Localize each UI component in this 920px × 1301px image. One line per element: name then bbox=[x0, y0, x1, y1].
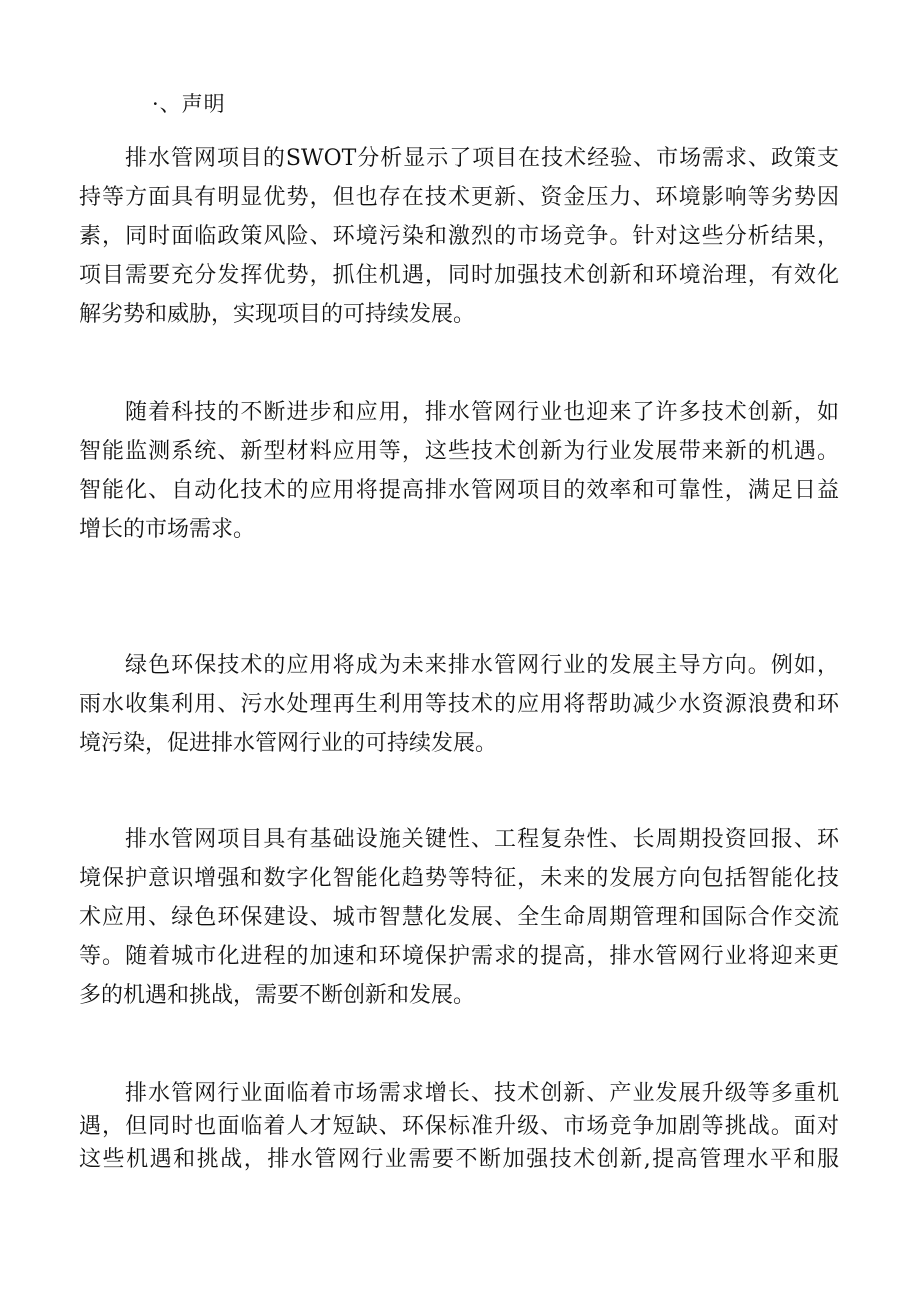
paragraph-line: 境保护意识增强和数字化智能化趋势等特征，未来的发展方向包括智能化技 bbox=[79, 866, 839, 891]
paragraph-swot-summary bbox=[79, 148, 839, 343]
paragraph-opportunities-challenges bbox=[79, 1083, 839, 1182]
paragraph-line: 等。随着城市化进程的加速和环境保护需求的提高，排水管网行业将迎来更 bbox=[79, 944, 839, 969]
paragraph-line: 雨水收集利用、污水处理再生利用等技术的应用将帮助减少水资源浪费和环 bbox=[79, 692, 839, 717]
paragraph-line: 排水管网行业面临着市场需求增长、技术创新、产业发展升级等多重机 bbox=[125, 1081, 839, 1106]
paragraph-line: 持等方面具有明显优势，但也存在技术更新、资金压力、环境影响等劣势因 bbox=[79, 185, 839, 210]
paragraph-line: 项目需要充分发挥优势，抓住机遇，同时加强技术创新和环境治理，有效化 bbox=[79, 263, 839, 288]
paragraph-line: 遇，但同时也面临着人才短缺、环保标准升级、市场竞争加剧等挑战。面对 bbox=[79, 1114, 839, 1139]
paragraph-line: 境污染，促进排水管网行业的可持续发展。 bbox=[79, 731, 498, 756]
paragraph-line: 排水管网项目具有基础设施关键性、工程复杂性、长周期投资回报、环 bbox=[125, 827, 839, 852]
paragraph-line: 绿色环保技术的应用将成为未来排水管网行业的发展主导方向。例如， bbox=[125, 653, 839, 678]
paragraph-line: 这些机遇和挑战，排水管网行业需要不断加强技术创新,提高管理水平和服 bbox=[79, 1147, 839, 1172]
section-heading: ·、声明 bbox=[152, 92, 226, 116]
paragraph-technology-innovation bbox=[79, 402, 839, 558]
paragraph-line: 多的机遇和挑战，需要不断创新和发展。 bbox=[79, 983, 476, 1008]
paragraph-line: 智能化、自动化技术的应用将提高排水管网项目的效率和可靠性，满足日益 bbox=[79, 478, 839, 503]
paragraph-line: 增长的市场需求。 bbox=[79, 517, 256, 542]
paragraph-project-characteristics bbox=[79, 829, 839, 1024]
paragraph-green-technology bbox=[79, 655, 839, 772]
paragraph-line: 智能监测系统、新型材料应用等，这些技术创新为行业发展带来新的机遇。 bbox=[79, 439, 839, 464]
paragraph-line: 随着科技的不断进步和应用，排水管网行业也迎来了许多技术创新，如 bbox=[125, 400, 839, 425]
paragraph-line: 素，同时面临政策风险、环境污染和激烈的市场竞争。针对这些分析结果， bbox=[79, 224, 839, 249]
paragraph-line: 术应用、绿色环保建设、城市智慧化发展、全生命周期管理和国际合作交流 bbox=[79, 905, 839, 930]
paragraph-line: 排水管网项目的SWOT分析显示了项目在技术经验、市场需求、政策支 bbox=[125, 146, 839, 171]
paragraph-line: 解劣势和威胁，实现项目的可持续发展。 bbox=[79, 302, 476, 327]
